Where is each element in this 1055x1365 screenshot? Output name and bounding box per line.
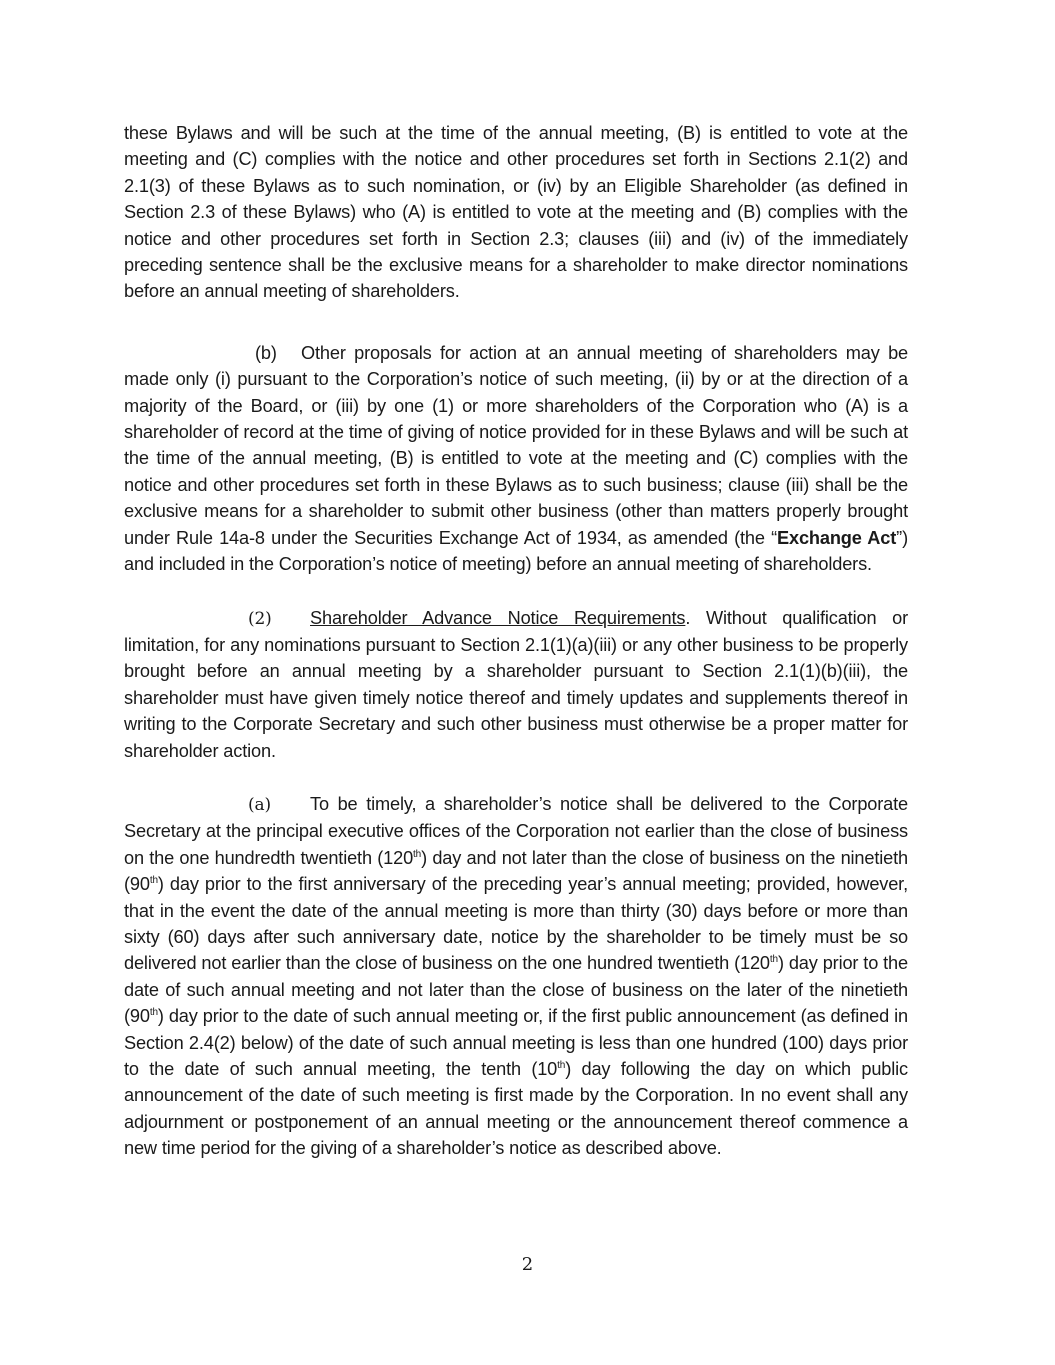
paragraph-a: [124, 791, 908, 1162]
paragraph-text: these Bylaws and will be such at the time of the annual meeting, (B) is entitled to vote at the meeting and (C) complies with the notice and other procedures set forth in Sections 2.1(2) and 2.1(3) of these Bylaws as to such nomination, or (iv) by an Eligible Shareholder (as defined in Section 2.3 of these Bylaws) who (A) is entitled to vote at the meeting and (B) complies with the notice and other procedures set forth in Section 2.3; clauses (iii) and (iv) of the immediately preceding sentence shall be the exclusive means for a shareholder to make director nominations before an annual meeting of shareholders.: [124, 123, 908, 302]
paragraph-text: ”) and included in the Corporation’s notice of meeting) before an annual meeting of shareholders.: [124, 527, 908, 575]
ordinal-suffix: th: [149, 1007, 158, 1019]
ordinal-suffix: th: [557, 1059, 566, 1071]
paragraph-text: . Without qualification or limitation, for any nominations pursuant to Section 2.1(1)(a)(iii) or any other business to be properly brought before an annual meeting by a shareholder pursuant to Section 2.1(1)(b)(iii), the shareholder must have given timely notice thereof and timely updates and supplements thereof in writing to the Corporate Secretary and such other business must otherwise be a proper matter for shareholder action.: [124, 607, 908, 761]
defined-term: Exchange Act: [777, 527, 897, 548]
paragraph-text: ) day prior to the date of such annual meeting and not later than the close of business on the later of the ninetieth (90: [124, 953, 908, 1027]
clause-label: (b): [255, 342, 277, 363]
paragraph-continuation: [124, 120, 908, 305]
body-text: [124, 120, 908, 1162]
paragraph-text: To be timely, a shareholder’s notice shall be delivered to the Corporate Secretary at the principal executive offices of the Corporation not earlier than the close of business on the one hundredth twentieth (120: [124, 793, 908, 868]
paragraph-b: [124, 340, 908, 578]
ordinal-suffix: th: [769, 954, 778, 966]
ordinal-suffix: th: [413, 848, 422, 860]
section-heading: Shareholder Advance Notice Requirements: [310, 607, 686, 628]
paragraph-text: ) day following the day on which public announcement of the date of such meeting is first made by the Corporation. In no event shall any adjournment or postponement of an annual meeting or the announcement thereof commence a new time period for the giving of a shareholder’s notice as described above.: [124, 1059, 908, 1159]
paragraph-text: ) day prior to the first anniversary of the preceding year’s annual meeting; provided, however, that in the event the date of the annual meeting is more than thirty (30) days before or more than sixty (60) days after such anniversary date, notice by the shareholder to be timely must be so delivered not earlier than the close of business on the one hundred twentieth (120: [124, 874, 908, 974]
paragraph-text: ) day prior to the date of such annual meeting or, if the first public announcement (as defined in Section 2.4(2) below) of the date of such annual meeting is less than one hundred (100) days prior to the date of such annual meeting, the tenth (10: [124, 1006, 908, 1079]
paragraph-text: ) day and not later than the close of business on the ninetieth (90: [124, 847, 908, 895]
clause-label: (a): [248, 794, 271, 815]
paragraph-text: Other proposals for action at an annual meeting of shareholders may be made only (i) pursuant to the Corporation’s notice of such meeting, (ii) by or at the direction of a majority of the Board, or (iii) by one (1) or more shareholders of the Corporation who (A) is a shareholder of record at the time of giving of notice provided for in these Bylaws and will be such at the time of the annual meeting, (B) is entitled to vote at the meeting and (C) complies with the notice and other procedures set forth in these Bylaws as to such business; clause (iii) shall be the exclusive means for a shareholder to submit other business (other than matters properly brought under Rule 14a-8 under the Securities Exchange Act of 1934, as amended (the “: [124, 342, 908, 548]
page-number: 2: [521, 1254, 534, 1275]
section-label: (2): [248, 608, 272, 629]
ordinal-suffix: th: [149, 875, 158, 887]
paragraph-2: [124, 605, 908, 764]
